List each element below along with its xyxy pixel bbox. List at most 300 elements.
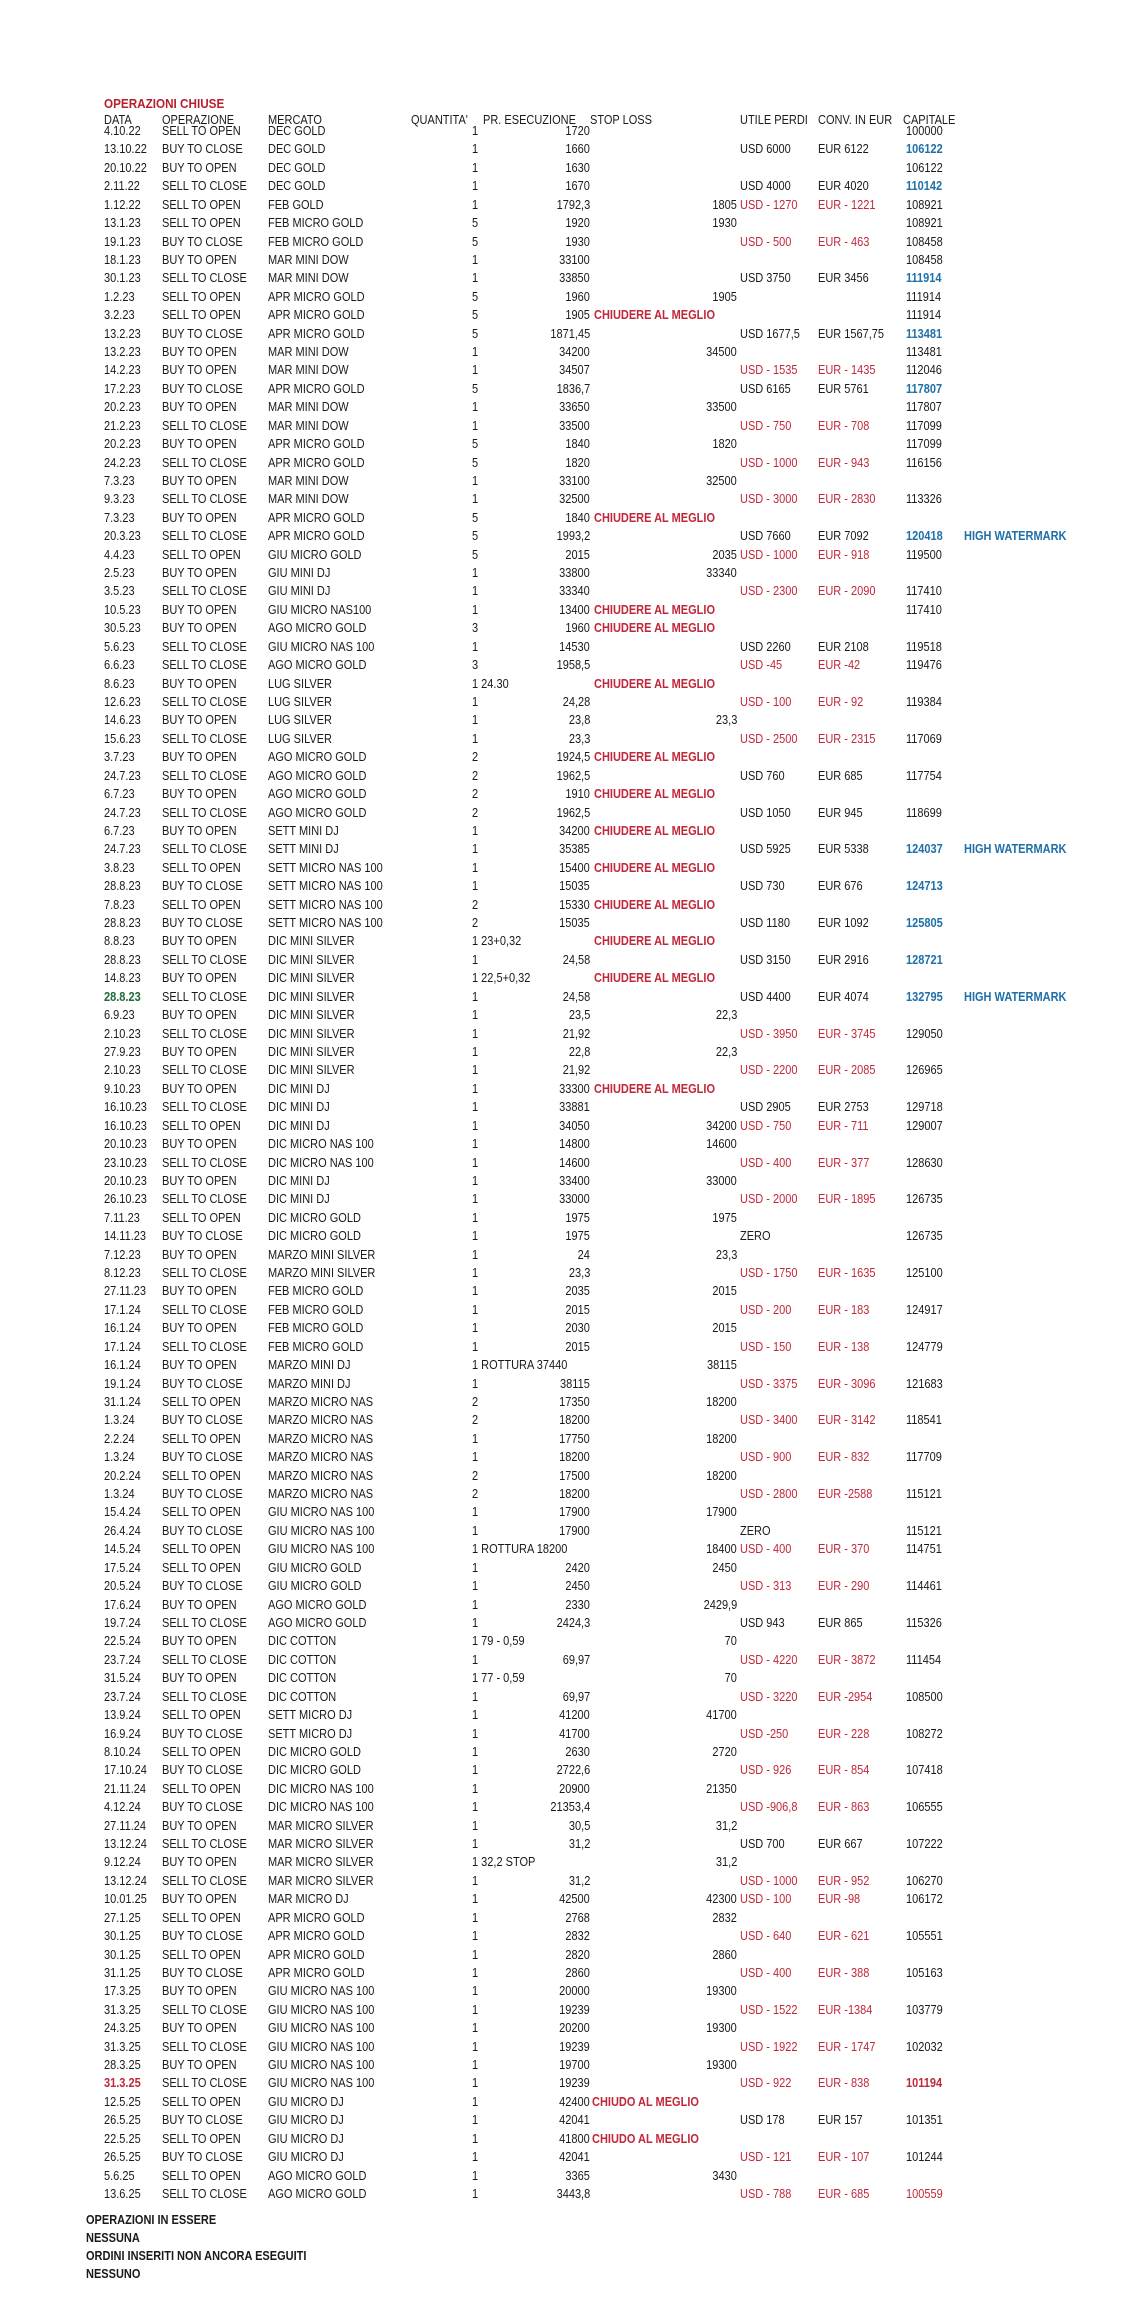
row-stop-loss: 33500 (706, 400, 737, 414)
row-quantity: 1 77 - 0,59 (472, 1671, 525, 1685)
header-stop-loss: STOP LOSS (590, 113, 652, 127)
row-date: 24.7.23 (104, 806, 141, 820)
row-market: LUG SILVER (268, 677, 332, 691)
row-price: 41200 (559, 1708, 590, 1722)
row-profit-eur: EUR 6122 (818, 142, 869, 156)
row-capital: 100559 (906, 2187, 943, 2201)
row-date: 23.10.23 (104, 1156, 147, 1170)
row-capital: 111914 (906, 290, 942, 304)
row-quantity: 5 (472, 382, 479, 396)
row-capital: 121683 (906, 1377, 943, 1391)
row-date: 1.12.22 (104, 198, 141, 212)
row-quantity: 2 (472, 898, 479, 912)
row-market: DIC MINI SILVER (268, 1008, 355, 1022)
row-operation: SELL TO CLOSE (162, 456, 247, 470)
row-date: 9.12.24 (104, 1855, 141, 1869)
row-operation: SELL TO CLOSE (162, 492, 247, 506)
row-profit-eur: EUR 676 (818, 879, 863, 893)
row-profit-eur: EUR - 1895 (818, 1192, 876, 1206)
row-price: 33400 (559, 1174, 590, 1188)
row-profit-usd: USD 1050 (740, 806, 791, 820)
row-date: 14.8.23 (104, 971, 141, 985)
row-market: DEC GOLD (268, 142, 326, 156)
row-date: 27.1.25 (104, 1911, 141, 1925)
row-quantity: 1 24.30 (472, 677, 509, 691)
row-capital: 129007 (906, 1119, 943, 1133)
header-data: DATA (104, 113, 132, 127)
row-quantity: 1 (472, 566, 479, 580)
row-operation: BUY TO OPEN (162, 345, 237, 359)
row-quantity: 1 (472, 1524, 479, 1538)
row-capital: 101244 (906, 2150, 943, 2164)
row-date: 30.5.23 (104, 621, 141, 635)
row-quantity: 1 79 - 0,59 (472, 1634, 525, 1648)
row-price: 24,28 (562, 695, 590, 709)
row-price: 18200 (559, 1487, 590, 1501)
row-market: GIU MICRO DJ (268, 2132, 344, 2146)
row-capital: 124917 (906, 1303, 943, 1317)
row-capital: 124037 (906, 842, 943, 856)
row-capital: 108921 (906, 198, 943, 212)
row-date: 3.8.23 (104, 861, 135, 875)
row-market: MARZO MINI DJ (268, 1377, 351, 1391)
row-profit-usd: USD - 1000 (740, 456, 798, 470)
row-quantity: 1 (472, 1837, 479, 1851)
row-profit-usd: USD 4400 (740, 990, 791, 1004)
row-operation: SELL TO OPEN (162, 548, 241, 562)
row-quantity: 1 (472, 2058, 479, 2072)
row-quantity: 1 (472, 419, 479, 433)
row-market: MARZO MINI DJ (268, 1358, 351, 1372)
row-price: 41700 (559, 1727, 590, 1741)
row-capital: 100000 (906, 124, 943, 138)
row-quantity: 1 (472, 2076, 479, 2090)
row-price: 42500 (559, 1892, 590, 1906)
header-mercato: MERCATO (268, 113, 322, 127)
row-market: DIC MICRO NAS 100 (268, 1137, 374, 1151)
row-capital: 126735 (906, 1192, 943, 1206)
row-date: 7.8.23 (104, 898, 135, 912)
row-market: APR MICRO GOLD (268, 1929, 365, 1943)
row-date: 6.7.23 (104, 787, 135, 801)
row-quantity: 1 (472, 1616, 479, 1630)
row-price: 2450 (565, 1579, 590, 1593)
row-capital: 119384 (906, 695, 942, 709)
row-capital: 128630 (906, 1156, 943, 1170)
row-operation: BUY TO CLOSE (162, 1763, 243, 1777)
row-operation: SELL TO OPEN (162, 861, 241, 875)
row-quantity: 2 (472, 806, 479, 820)
row-profit-usd: USD - 1270 (740, 198, 798, 212)
row-profit-usd: USD - 2300 (740, 584, 798, 598)
row-date: 15.6.23 (104, 732, 141, 746)
row-profit-usd: USD -250 (740, 1727, 789, 1741)
row-operation: BUY TO OPEN (162, 621, 237, 635)
row-profit-eur: EUR -1384 (818, 2003, 873, 2017)
row-capital: 110142 (906, 179, 943, 193)
row-market: MARZO MICRO NAS (268, 1487, 374, 1501)
row-operation: BUY TO CLOSE (162, 1800, 243, 1814)
row-capital: 124713 (906, 879, 943, 893)
row-operation: BUY TO CLOSE (162, 327, 243, 341)
row-profit-usd: USD 700 (740, 1837, 785, 1851)
row-profit-usd: USD - 4220 (740, 1653, 798, 1667)
row-price: 24 (577, 1248, 590, 1262)
row-market: APR MICRO GOLD (268, 1966, 365, 1980)
row-market: MAR MINI DOW (268, 400, 349, 414)
row-operation: BUY TO OPEN (162, 1321, 237, 1335)
row-price: 34200 (559, 824, 590, 838)
row-price: 1975 (565, 1229, 590, 1243)
row-market: FEB MICRO GOLD (268, 1284, 364, 1298)
row-quantity: 1 (472, 142, 479, 156)
row-operation: BUY TO OPEN (162, 400, 237, 414)
row-date: 20.10.22 (104, 161, 147, 175)
row-profit-eur: EUR - 918 (818, 548, 870, 562)
row-date: 7.12.23 (104, 1248, 141, 1262)
row-price: 32500 (559, 492, 590, 506)
row-stop-loss: 42300 (706, 1892, 737, 1906)
row-capital: 126965 (906, 1063, 943, 1077)
row-profit-usd: USD - 400 (740, 1966, 792, 1980)
row-date: 30.1.23 (104, 271, 141, 285)
row-market: DIC COTTON (268, 1653, 337, 1667)
row-date: 10.5.23 (104, 603, 141, 617)
row-operation: SELL TO OPEN (162, 1119, 241, 1133)
row-operation: SELL TO OPEN (162, 1708, 241, 1722)
row-capital: 106172 (906, 1892, 943, 1906)
row-price: 33850 (559, 271, 590, 285)
row-high-watermark: HIGH WATERMARK (964, 990, 1067, 1004)
row-capital: 103779 (906, 2003, 943, 2017)
row-operation: BUY TO CLOSE (162, 1487, 243, 1501)
row-capital: 113481 (906, 345, 942, 359)
row-date: 5.6.25 (104, 2169, 135, 2183)
row-date: 16.9.24 (104, 1727, 141, 1741)
row-profit-usd: USD 760 (740, 769, 785, 783)
row-market: AGO MICRO GOLD (268, 1598, 367, 1612)
row-date: 16.10.23 (104, 1119, 147, 1133)
row-market: DIC MICRO NAS 100 (268, 1800, 374, 1814)
row-market: DIC MICRO GOLD (268, 1229, 361, 1243)
row-price: 1960 (565, 290, 590, 304)
row-profit-usd: USD -45 (740, 658, 783, 672)
row-quantity: 2 (472, 750, 479, 764)
row-capital: 106122 (906, 142, 943, 156)
row-price: 23,8 (568, 713, 590, 727)
row-quantity: 1 (472, 1505, 479, 1519)
row-operation: SELL TO CLOSE (162, 806, 247, 820)
row-quantity: 1 (472, 1708, 479, 1722)
row-date: 14.2.23 (104, 363, 141, 377)
row-stop-loss: 18200 (706, 1395, 737, 1409)
row-date: 20.3.23 (104, 529, 141, 543)
row-operation: BUY TO OPEN (162, 1984, 237, 1998)
row-price: 18200 (559, 1450, 590, 1464)
row-date: 6.7.23 (104, 824, 135, 838)
row-capital: 124779 (906, 1340, 943, 1354)
row-price: 2832 (565, 1929, 590, 1943)
row-quantity: 1 (472, 1174, 479, 1188)
row-date: 20.2.23 (104, 400, 141, 414)
row-profit-eur: EUR - 621 (818, 1929, 870, 1943)
row-market: FEB MICRO GOLD (268, 1303, 364, 1317)
row-operation: SELL TO CLOSE (162, 179, 247, 193)
row-date: 8.12.23 (104, 1266, 141, 1280)
row-capital: 107418 (906, 1763, 943, 1777)
row-price: 33100 (559, 253, 590, 267)
row-price: 20200 (559, 2021, 590, 2035)
header-prezzo: PR. ESECUZIONE (483, 113, 576, 127)
row-note: CHIUDO AL MEGLIO (592, 2132, 699, 2146)
row-stop-loss: 1820 (712, 437, 737, 451)
row-capital: 117069 (906, 732, 942, 746)
row-date: 7.3.23 (104, 511, 135, 525)
row-price: 30,5 (568, 1819, 590, 1833)
row-note: CHIUDERE AL MEGLIO (594, 511, 716, 525)
row-quantity: 1 (472, 1229, 479, 1243)
row-operation: BUY TO OPEN (162, 1008, 237, 1022)
row-price: 2015 (565, 1303, 590, 1317)
row-operation: BUY TO OPEN (162, 971, 237, 985)
row-date: 8.8.23 (104, 934, 135, 948)
row-market: MAR MICRO SILVER (268, 1819, 374, 1833)
row-market: GIU MICRO DJ (268, 2113, 344, 2127)
row-quantity: 5 (472, 511, 479, 525)
row-date: 31.1.24 (104, 1395, 141, 1409)
row-operation: SELL TO CLOSE (162, 842, 247, 856)
row-date: 27.9.23 (104, 1045, 141, 1059)
row-quantity: 1 (472, 1156, 479, 1170)
row-operation: SELL TO CLOSE (162, 584, 247, 598)
row-price: 2420 (565, 1561, 590, 1575)
row-date: 1.3.24 (104, 1450, 135, 1464)
row-operation: SELL TO OPEN (162, 1911, 241, 1925)
row-profit-eur: EUR - 2090 (818, 584, 876, 598)
row-quantity: 1 (472, 1303, 479, 1317)
row-quantity: 1 (472, 1763, 479, 1777)
row-profit-usd: USD 4000 (740, 179, 791, 193)
row-price: 21,92 (562, 1063, 590, 1077)
row-market: APR MICRO GOLD (268, 456, 365, 470)
row-quantity: 1 (472, 713, 479, 727)
row-market: SETT MICRO NAS 100 (268, 861, 383, 875)
row-profit-usd: USD - 313 (740, 1579, 792, 1593)
row-date: 2.5.23 (104, 566, 135, 580)
row-high-watermark: HIGH WATERMARK (964, 529, 1067, 543)
row-quantity: 1 (472, 584, 479, 598)
row-operation: SELL TO CLOSE (162, 2187, 247, 2201)
row-market: AGO MICRO GOLD (268, 769, 367, 783)
row-operation: SELL TO OPEN (162, 1211, 241, 1225)
row-date: 17.3.25 (104, 1984, 141, 1998)
row-stop-loss: 32500 (706, 474, 737, 488)
row-quantity: 1 (472, 161, 479, 175)
row-profit-eur: EUR 3456 (818, 271, 869, 285)
row-capital: 119476 (906, 658, 942, 672)
row-profit-usd: USD 7660 (740, 529, 791, 543)
row-operation: SELL TO CLOSE (162, 1063, 247, 1077)
row-profit-eur: EUR - 3745 (818, 1027, 876, 1041)
row-stop-loss: 31,2 (715, 1819, 737, 1833)
row-date: 23.7.24 (104, 1690, 141, 1704)
header-utile-perdi: UTILE PERDI (740, 113, 808, 127)
row-market: DEC GOLD (268, 179, 326, 193)
row-price: 69,97 (562, 1653, 590, 1667)
row-date: 6.9.23 (104, 1008, 135, 1022)
row-date: 21.2.23 (104, 419, 141, 433)
row-price: 17900 (559, 1505, 590, 1519)
row-market: DIC COTTON (268, 1634, 337, 1648)
row-date: 19.7.24 (104, 1616, 141, 1630)
row-operation: BUY TO OPEN (162, 2021, 237, 2035)
row-date: 20.5.24 (104, 1579, 141, 1593)
row-operation: BUY TO CLOSE (162, 879, 243, 893)
row-capital: 125100 (906, 1266, 943, 1280)
row-quantity: 1 (472, 363, 479, 377)
row-profit-eur: EUR 667 (818, 1837, 863, 1851)
row-quantity: 1 (472, 1966, 479, 1980)
row-capital: 125805 (906, 916, 943, 930)
row-date: 9.3.23 (104, 492, 135, 506)
row-market: GIU MICRO GOLD (268, 1561, 362, 1575)
row-capital: 101194 (906, 2076, 943, 2090)
row-quantity: 1 (472, 2169, 479, 2183)
row-operation: SELL TO OPEN (162, 2095, 241, 2109)
row-date: 21.11.24 (104, 1782, 147, 1796)
row-price: 33000 (559, 1192, 590, 1206)
row-stop-loss: 2429,9 (703, 1598, 737, 1612)
row-capital: 117099 (906, 437, 942, 451)
row-market: APR MICRO GOLD (268, 529, 365, 543)
row-note: CHIUDERE AL MEGLIO (594, 621, 716, 635)
row-market: DIC MINI SILVER (268, 1063, 355, 1077)
row-date: 17.10.24 (104, 1763, 147, 1777)
row-date: 4.12.24 (104, 1800, 141, 1814)
row-operation: BUY TO CLOSE (162, 2113, 243, 2127)
row-price: 1660 (565, 142, 590, 156)
row-profit-usd: USD - 788 (740, 2187, 792, 2201)
row-operation: BUY TO CLOSE (162, 1450, 243, 1464)
row-market: GIU MICRO NAS 100 (268, 2003, 375, 2017)
pending-orders-title: ORDINI INSERITI NON ANCORA ESEGUITI (86, 2249, 307, 2263)
row-quantity: 5 (472, 216, 479, 230)
row-date: 13.12.24 (104, 1874, 147, 1888)
row-note: CHIUDERE AL MEGLIO (594, 603, 716, 617)
row-date: 16.10.23 (104, 1100, 147, 1114)
row-market: DEC GOLD (268, 124, 326, 138)
row-market: GIU MINI DJ (268, 584, 331, 598)
row-market: DIC MICRO NAS 100 (268, 1156, 374, 1170)
row-market: DEC GOLD (268, 161, 326, 175)
row-stop-loss: 19300 (706, 1984, 737, 1998)
row-profit-usd: USD 5925 (740, 842, 791, 856)
row-operation: BUY TO OPEN (162, 1174, 237, 1188)
row-stop-loss: 2720 (712, 1745, 737, 1759)
row-price: 31,2 (568, 1874, 590, 1888)
row-date: 28.8.23 (104, 953, 141, 967)
row-stop-loss: 2015 (712, 1284, 737, 1298)
row-profit-usd: USD 943 (740, 1616, 785, 1630)
row-quantity: 2 (472, 769, 479, 783)
row-market: SETT MICRO NAS 100 (268, 898, 383, 912)
row-market: DIC COTTON (268, 1690, 337, 1704)
row-capital: 113326 (906, 492, 942, 506)
row-market: DIC MINI SILVER (268, 990, 355, 1004)
row-quantity: 1 (472, 1450, 479, 1464)
row-capital: 106122 (906, 161, 943, 175)
row-market: LUG SILVER (268, 732, 332, 746)
row-market: MAR MINI DOW (268, 363, 349, 377)
row-date: 31.1.25 (104, 1966, 141, 1980)
row-market: AGO MICRO GOLD (268, 1616, 367, 1630)
row-capital: 116156 (906, 456, 942, 470)
row-profit-usd: USD - 1535 (740, 363, 798, 377)
row-profit-eur: EUR - 2315 (818, 732, 876, 746)
row-price: 33100 (559, 474, 590, 488)
row-price: 1630 (565, 161, 590, 175)
row-market: GIU MICRO NAS 100 (268, 1505, 375, 1519)
row-quantity: 1 (472, 879, 479, 893)
header-operazione: OPERAZIONE (162, 113, 235, 127)
row-quantity: 1 (472, 2187, 479, 2201)
row-market: MAR MINI DOW (268, 474, 349, 488)
row-operation: BUY TO OPEN (162, 1358, 237, 1372)
row-date: 27.11.24 (104, 1819, 147, 1833)
row-market: DIC MINI SILVER (268, 1045, 355, 1059)
row-capital: 117410 (906, 584, 942, 598)
row-market: APR MICRO GOLD (268, 511, 365, 525)
row-quantity: 5 (472, 327, 479, 341)
row-quantity: 1 (472, 1248, 479, 1262)
row-date: 17.5.24 (104, 1561, 141, 1575)
row-date: 13.1.23 (104, 216, 141, 230)
row-market: GIU MINI DJ (268, 566, 331, 580)
row-date: 15.4.24 (104, 1505, 141, 1519)
row-quantity: 1 22,5+0,32 (472, 971, 531, 985)
row-price: 1958,5 (556, 658, 590, 672)
row-operation: SELL TO OPEN (162, 1432, 241, 1446)
row-date: 31.3.25 (104, 2076, 141, 2090)
row-date: 26.10.23 (104, 1192, 147, 1206)
row-price: 3365 (565, 2169, 590, 2183)
row-profit-eur: EUR - 1635 (818, 1266, 876, 1280)
row-price: 1670 (565, 179, 590, 193)
row-profit-eur: EUR - 290 (818, 1579, 870, 1593)
row-quantity: 1 (472, 1100, 479, 1114)
row-quantity: 1 (472, 1984, 479, 1998)
row-profit-eur: EUR 4074 (818, 990, 869, 1004)
row-profit-usd: USD 6165 (740, 382, 791, 396)
row-operation: BUY TO OPEN (162, 161, 237, 175)
row-stop-loss: 18200 (706, 1432, 737, 1446)
row-market: MARZO MICRO NAS (268, 1469, 374, 1483)
row-profit-eur: EUR - 708 (818, 419, 870, 433)
row-market: AGO MICRO GOLD (268, 750, 367, 764)
open-positions-title: OPERAZIONI IN ESSERE (86, 2213, 217, 2227)
row-date: 27.11.23 (104, 1284, 147, 1298)
row-price: 19239 (559, 2076, 590, 2090)
row-profit-usd: USD - 400 (740, 1156, 792, 1170)
row-market: DIC MINI SILVER (268, 953, 355, 967)
row-price: 1930 (565, 235, 590, 249)
row-profit-usd: USD -906,8 (740, 1800, 798, 1814)
row-stop-loss: 18200 (706, 1469, 737, 1483)
row-profit-eur: EUR - 138 (818, 1340, 870, 1354)
row-stop-loss: 41700 (706, 1708, 737, 1722)
row-capital: 108272 (906, 1727, 943, 1741)
row-stop-loss: 33000 (706, 1174, 737, 1188)
